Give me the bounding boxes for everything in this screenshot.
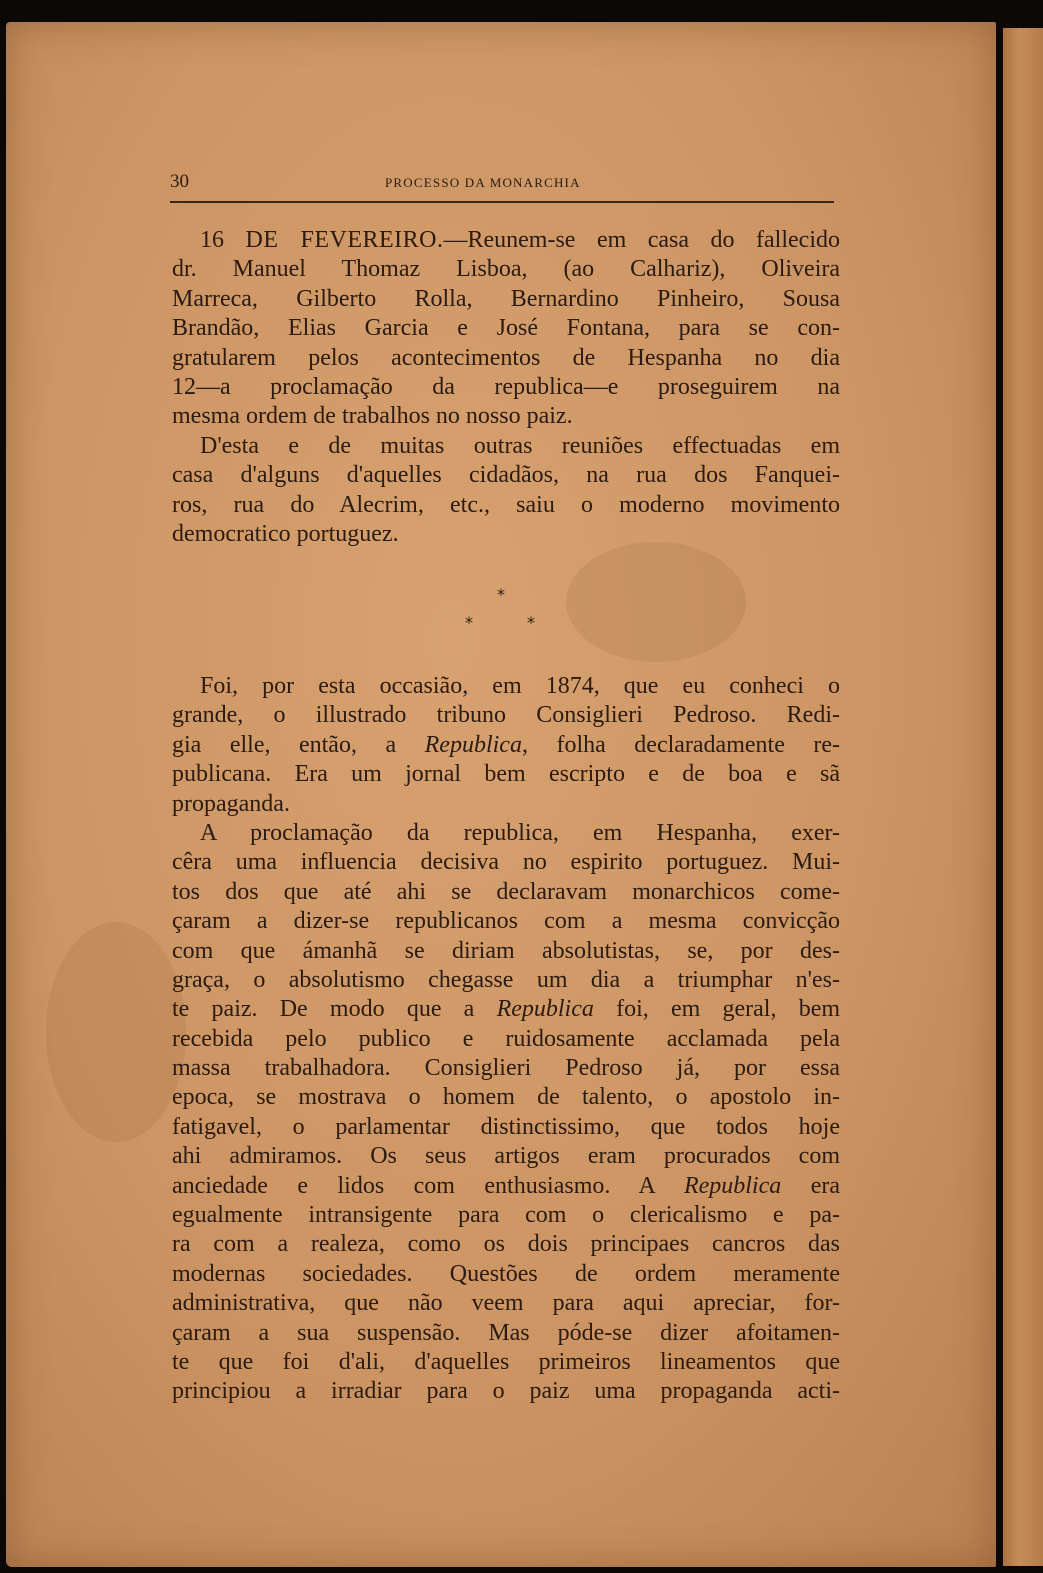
text-line: D'esta e de muitas outras reuniões effectuadas em (200, 432, 840, 459)
text-line: fatigavel, o parlamentar distinctissimo, que todos hoje (172, 1113, 840, 1140)
text-line: 16 DE FEVEREIRO.—Reunem-se em casa do fallecido (200, 227, 840, 253)
paper-stain (566, 542, 746, 662)
text-line: graça, o absolutismo chegasse um dia a triumphar n'es- (172, 966, 840, 993)
text-line: çaram a sua suspensão. Mas póde-se dizer afoitamen- (172, 1319, 840, 1346)
text-line: grande, o illustrado tribuno Consiglieri Pedroso. Redi- (172, 702, 840, 729)
text-line: te que foi d'ali, d'aquelles primeiros lineamentos que (172, 1348, 840, 1375)
text-line: A proclamação da republica, em Hespanha, exer- (200, 819, 840, 846)
text-line: massa trabalhadora. Consiglieri Pedroso já, por essa (172, 1055, 840, 1082)
date-number: 16 (200, 227, 224, 253)
page-header (170, 171, 838, 197)
text-line: modernas sociedades. Questões de ordem meramente (172, 1260, 840, 1287)
text-line: tos dos que até ahi se declaravam monarchicos come- (172, 878, 840, 905)
text-line: te paiz. De modo que a Republica foi, em geral, bem (172, 996, 841, 1023)
asterism-star: * (465, 613, 473, 632)
text-line: dr. Manuel Thomaz Lisboa, (ao Calhariz), Oliveira (172, 256, 840, 283)
text-line: mesma ordem de trabalhos no nosso paiz. (172, 403, 573, 430)
text-line: Marreca, Gilberto Rolla, Bernardino Pinheiro, Sousa (172, 285, 840, 312)
running-title: PROCESSO DA MONARCHIA (385, 175, 581, 190)
text-line: ahi admiramos. Os seus artigos eram procurados com (172, 1143, 840, 1170)
entry-16-fevereiro (172, 226, 840, 549)
text-line: gratularem pelos acontecimentos de Hespanha no dia (172, 344, 840, 371)
text-line: principiou a irradiar para o paiz uma propaganda acti- (172, 1378, 840, 1405)
newspaper-title: Republica (683, 1172, 782, 1199)
text-line: 12—a proclamação da republica—e proseguirem na (172, 373, 840, 400)
text-line: egualmente intransigente para com o clericalismo e pa- (172, 1202, 840, 1229)
text-line: recebida pelo publico e ruidosamente acclamada pela (172, 1025, 840, 1052)
paper-stain (46, 922, 186, 1142)
header-rule (170, 201, 834, 203)
text-line: ra com a realeza, como os dois principaes cancros das (172, 1231, 840, 1258)
text-line: gia elle, então, a Republica, folha declaradamente re- (172, 731, 840, 758)
text-line: casa d'alguns d'aquelles cidadãos, na rua dos Fanquei- (172, 462, 840, 489)
text-line: epoca, se mostrava o homem de talento, o apostolo in- (172, 1084, 840, 1111)
text-line: administrativa, que não veem para aqui apreciar, for- (172, 1290, 840, 1317)
text-line: Foi, por esta occasião, em 1874, que eu conheci o (200, 673, 840, 699)
asterism-divider (460, 585, 550, 645)
text-line: Brandão, Elias Garcia e José Fontana, para se con- (172, 315, 840, 342)
main-narrative (172, 672, 840, 1407)
page-number: 30 (170, 171, 189, 192)
text-line: ros, rua do Alecrim, etc., saiu o moderno movimento (172, 491, 840, 518)
text-line: com que ámanhã se diriam absolutistas, se, por des- (172, 937, 840, 964)
date-label: DE FEVEREIRO. (245, 227, 444, 253)
text-line: çaram a dizer-se republicanos com a mesma convicção (172, 908, 840, 935)
text-line: cêra uma influencia decisiva no espirito portuguez. Mui- (172, 849, 840, 876)
newspaper-title: Republica (424, 731, 522, 758)
text-line: publicana. Era um jornal bem escripto e de boa e sã (172, 761, 840, 788)
asterism-star: * (497, 585, 505, 604)
text-line: anciedade e lidos com enthusiasmo. A Republica era (172, 1172, 841, 1199)
text-line: democratico portuguez. (172, 520, 399, 547)
adjacent-page-edge (1003, 28, 1043, 1566)
newspaper-title: Republica (496, 996, 594, 1023)
asterism-star: * (527, 613, 535, 632)
text-line: propaganda. (172, 790, 290, 817)
